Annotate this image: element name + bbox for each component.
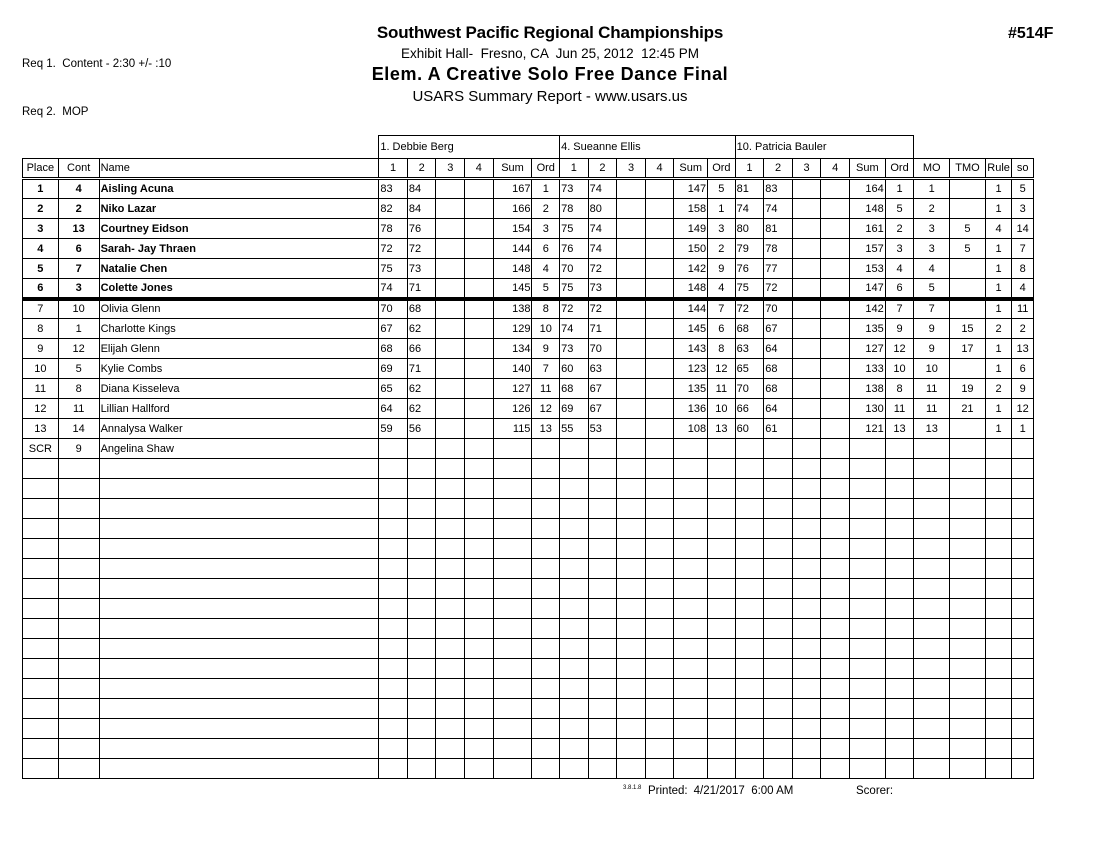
table-row: 11 8 Diana Kisseleva 65 62 127 11 68 67 135 11 70 68 138 8 11 19 2 9	[23, 379, 1034, 399]
empty-row	[23, 659, 1034, 679]
req-line-1: Req 1. Content - 2:30 +/- :10	[22, 58, 172, 70]
table-row: 10 5 Kylie Combs 69 71 140 7 60 63 123 12 65 68 133 10 10 1 6	[23, 359, 1034, 379]
column-header-row	[23, 159, 1034, 179]
req-line-2: Req 2. MOP	[22, 106, 89, 118]
software-version: 3.8.1.8	[623, 785, 642, 791]
judge-header-row	[23, 136, 1034, 159]
empty-row	[23, 579, 1034, 599]
col-header-j2-sum: Sum	[674, 159, 708, 179]
empty-row	[23, 719, 1034, 739]
table-row: 5 7 Natalie Chen 75 73 148 4 70 72 142 9 76 77 153 4 4 1 8	[23, 259, 1034, 279]
table-row: 12 11 Lillian Hallford 64 62 126 12 69 67 136 10 66 64 130 11 11 21 1 12	[23, 399, 1034, 419]
empty-row	[23, 519, 1034, 539]
empty-row	[23, 619, 1034, 639]
col-header-tmo: TMO	[950, 159, 986, 179]
col-header-rule: Rule	[985, 159, 1012, 179]
col-header-j3-sum: Sum	[849, 159, 885, 179]
empty-row	[23, 639, 1034, 659]
col-header-j1-3: 3	[436, 159, 465, 179]
judge-row-spacer-left	[23, 136, 379, 159]
empty-row	[23, 459, 1034, 479]
col-header-j1-1: 1	[379, 159, 408, 179]
col-header-j2-ord: Ord	[708, 159, 736, 179]
table-row: SCR 9 Angelina Shaw	[23, 439, 1034, 459]
event-number: #514F	[1008, 25, 1054, 42]
col-header-j2-2: 2	[588, 159, 617, 179]
judge-1-name: 1. Debbie Berg	[379, 136, 560, 159]
report-type-line: USARS Summary Report - www.usars.us	[412, 88, 688, 105]
event-title: Elem. A Creative Solo Free Dance Final	[371, 64, 729, 84]
table-row: 1 4 Aisling Acuna 83 84 167 1 73 74 147 5 81 83 164 1 1 1 5	[23, 179, 1034, 199]
table-row: 13 14 Annalysa Walker 59 56 115 13 55 53 108 13 60 61 121 13 13 1 1	[23, 419, 1034, 439]
col-header-j3-ord: Ord	[885, 159, 914, 179]
col-header-j3-1: 1	[735, 159, 764, 179]
col-header-j3-2: 2	[764, 159, 793, 179]
empty-row	[23, 599, 1034, 619]
venue-date-line: Exhibit Hall- Fresno, CA Jun 25, 2012 12:45 PM	[401, 46, 699, 61]
col-header-cont: Cont	[58, 159, 99, 179]
empty-row	[23, 699, 1034, 719]
col-header-j3-4: 4	[821, 159, 850, 179]
empty-row	[23, 739, 1034, 759]
printed-line	[648, 785, 793, 797]
printed-label: Printed:	[648, 785, 688, 797]
col-header-j1-2: 2	[407, 159, 436, 179]
empty-row	[23, 479, 1034, 499]
results-table	[22, 135, 1034, 779]
table-row: 4 6 Sarah- Jay Thraen 72 72 144 6 76 74 150 2 79 78 157 3 3 5 1 7	[23, 239, 1034, 259]
col-header-j1-4: 4	[465, 159, 494, 179]
title-block	[0, 23, 1100, 105]
empty-row	[23, 679, 1034, 699]
col-header-so: so	[1012, 159, 1034, 179]
col-header-j3-3: 3	[792, 159, 821, 179]
table-row: 9 12 Elijah Glenn 68 66 134 9 73 70 143 8 63 64 127 12 9 17 1 13	[23, 339, 1034, 359]
printed-value: 4/21/2017 6:00 AM	[693, 785, 794, 797]
table-row: 2 2 Niko Lazar 82 84 166 2 78 80 158 1 74 74 148 5 2 1 3	[23, 199, 1034, 219]
empty-row	[23, 559, 1034, 579]
judge-row-spacer-right	[914, 136, 1034, 159]
col-header-name: Name	[99, 159, 379, 179]
judge-3-name: 10. Patricia Bauler	[735, 136, 914, 159]
col-header-j1-ord: Ord	[532, 159, 560, 179]
col-header-place: Place	[23, 159, 59, 179]
judge-2-name: 4. Sueanne Ellis	[560, 136, 736, 159]
col-header-j1-sum: Sum	[493, 159, 532, 179]
col-header-mo: MO	[914, 159, 950, 179]
table-row: 8 1 Charlotte Kings 67 62 129 10 74 71 145 6 68 67 135 9 9 15 2 2	[23, 319, 1034, 339]
col-header-j2-1: 1	[560, 159, 589, 179]
empty-row	[23, 539, 1034, 559]
empty-row	[23, 759, 1034, 779]
empty-row	[23, 499, 1034, 519]
scorer-label: Scorer:	[856, 785, 894, 797]
table-row: 7 10 Olivia Glenn 70 68 138 8 72 72 144 7 72 70 142 7 7 1 11	[23, 299, 1034, 319]
table-row: 3 13 Courtney Eidson 78 76 154 3 75 74 149 3 80 81 161 2 3 5 4 14	[23, 219, 1034, 239]
col-header-j2-4: 4	[645, 159, 674, 179]
championship-title: Southwest Pacific Regional Championships	[376, 23, 724, 42]
col-header-j2-3: 3	[617, 159, 646, 179]
table-row: 6 3 Colette Jones 74 71 145 5 75 73 148 4 75 72 147 6 5 1 4	[23, 279, 1034, 299]
